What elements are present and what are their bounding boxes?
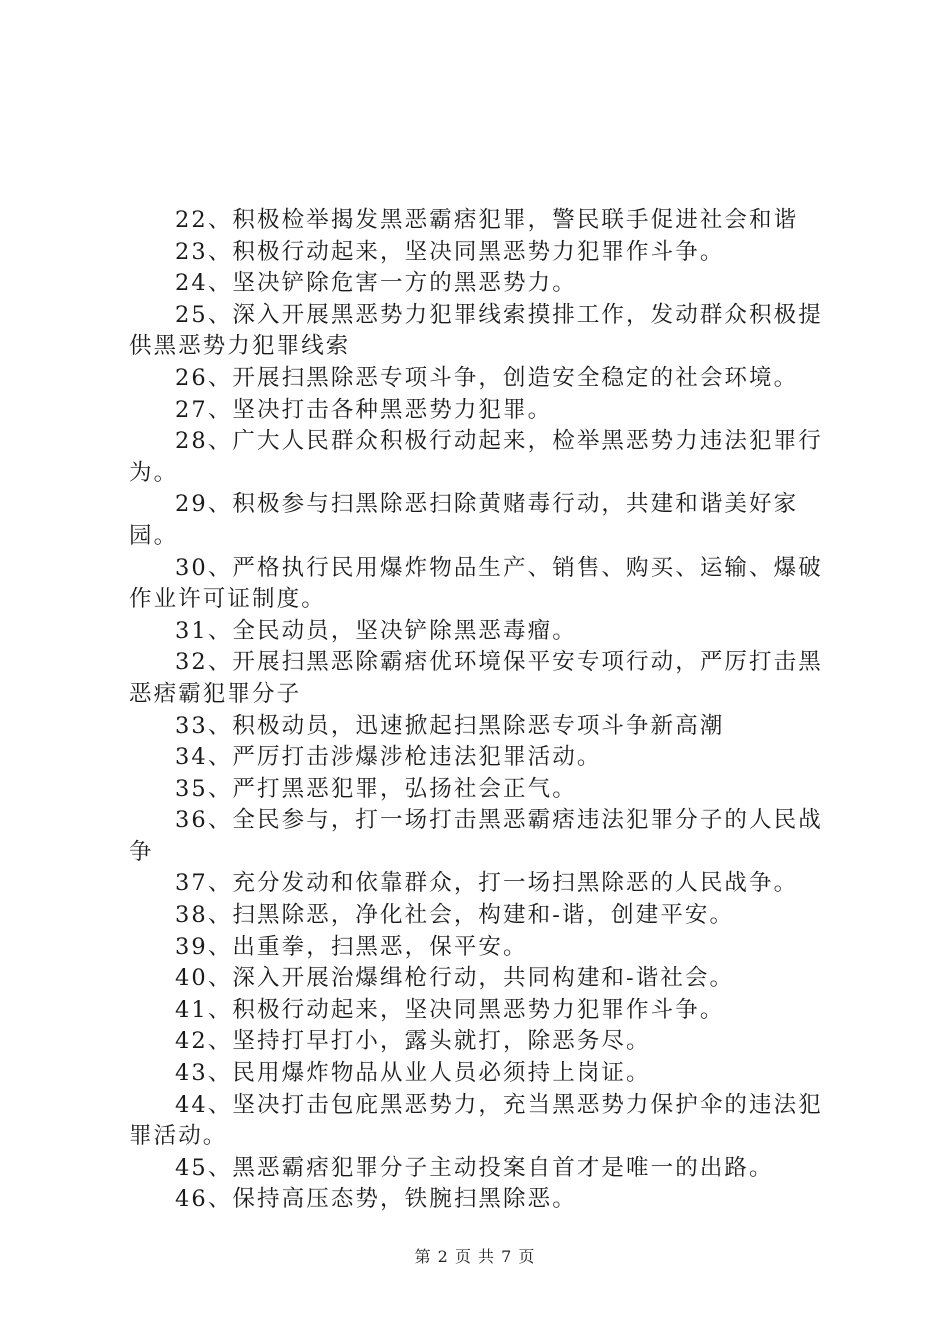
document-body [129,205,834,1216]
list-item: 27、坚决打击各种黑恶势力犯罪。 [175,396,553,423]
list-item: 45、黑恶霸痞犯罪分子主动投案自首才是唯一的出路。 [175,1154,774,1181]
list-item: 38、扫黑除恶，净化社会，构建和-谐，创建平安。 [175,902,735,929]
list-item: 43、民用爆炸物品从业人员必须持上岗证。 [175,1060,651,1087]
list-item: 33、积极动员，迅速掀起扫黑除恶专项斗争新高潮 [175,712,725,739]
list-item: 31、全民动员，坚决铲除黑恶毒瘤。 [175,617,577,644]
list-item: 44、坚决打击包庇黑恶势力，充当黑恶势力保护伞的违法犯罪活动。 [129,1091,823,1150]
list-item: 46、保持高压态势，铁腕扫黑除恶。 [175,1186,577,1213]
list-item: 35、严打黑恶犯罪，弘扬社会正气。 [175,775,577,802]
list-item: 42、坚持打早打小，露头就打，除恶务尽。 [175,1028,651,1055]
list-item: 37、充分发动和依靠群众，打一场扫黑除恶的人民战争。 [175,870,799,897]
list-item: 28、广大人民群众积极行动起来，检举黑恶势力违法犯罪行为。 [129,428,823,486]
list-item: 22、积极检举揭发黑恶霸痞犯罪，警民联手促进社会和谐 [175,207,799,233]
list-item: 40、深入开展治爆缉枪行动，共同构建和-谐社会。 [175,965,735,992]
list-item: 26、开展扫黑除恶专项斗争，创造安全稳定的社会环境。 [175,364,799,391]
list-item: 30、严格执行民用爆炸物品生产、销售、购买、运输、爆破作业许可证制度。 [129,554,823,613]
list-item: 29、积极参与扫黑除恶扫除黄赌毒行动，共建和谐美好家园。 [129,491,799,549]
list-item: 39、出重拳，扫黑恶，保平安。 [175,933,528,960]
list-item: 36、全民参与，打一场打击黑恶霸痞违法犯罪分子的人民战争 [129,807,823,865]
list-item: 32、开展扫黑恶除霸痞优环境保平安专项行动，严厉打击黑恶痞霸犯罪分子 [129,649,823,707]
list-item: 41、积极行动起来，坚决同黑恶势力犯罪作斗争。 [175,996,725,1023]
list-item: 25、深入开展黑恶势力犯罪线索摸排工作，发动群众积极提供黑恶势力犯罪线索 [129,301,823,360]
list-item: 34、严厉打击涉爆涉枪违法犯罪活动。 [175,744,602,771]
page-number-footer: 第 2 页 共 7 页 [414,1247,536,1266]
list-item: 24、坚决铲除危害一方的黑恶势力。 [175,270,577,297]
list-item: 23、积极行动起来，坚决同黑恶势力犯罪作斗争。 [175,238,725,265]
